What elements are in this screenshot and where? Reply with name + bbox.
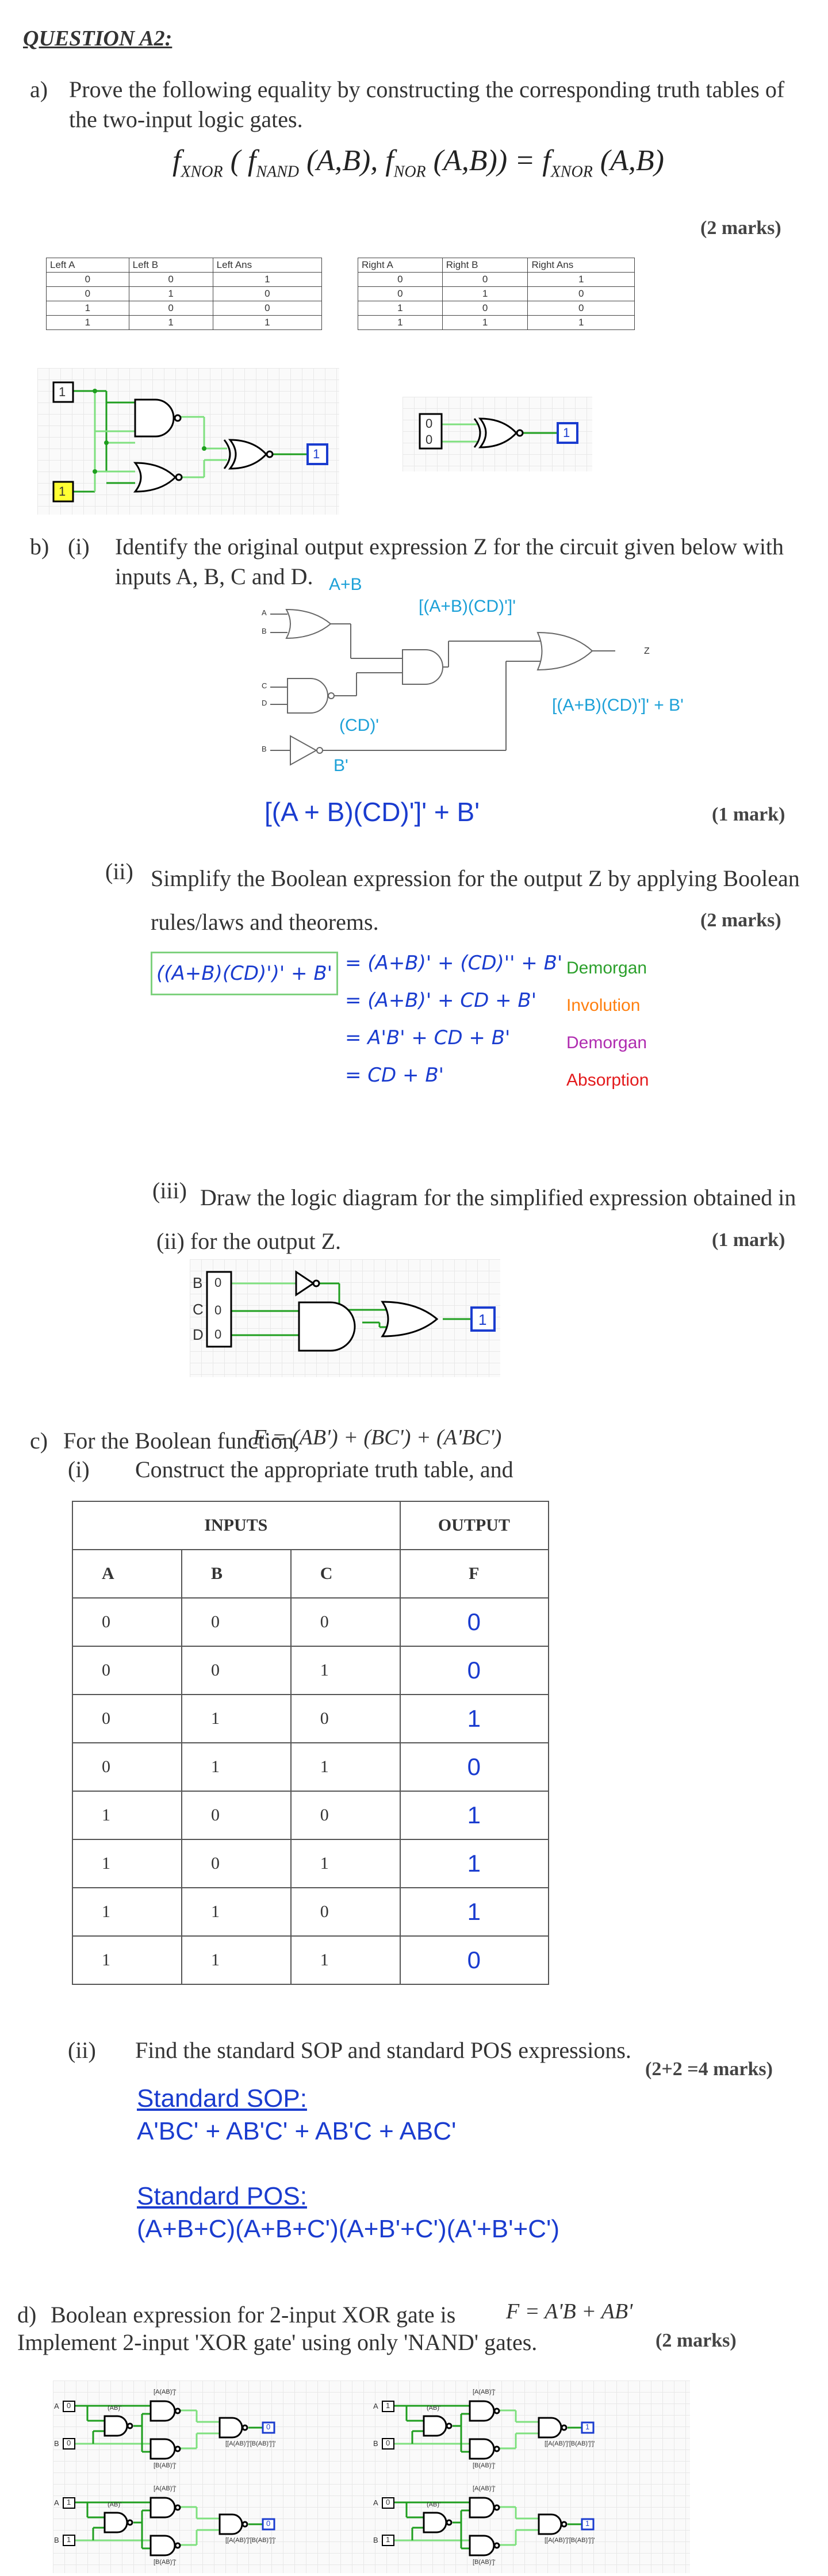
table-row [72, 1888, 549, 1936]
part-b-iii-marks: (1 mark) [712, 1229, 785, 1251]
xor-nand-circuit [53, 2380, 369, 2475]
table-column-header-row [72, 1550, 549, 1598]
column-header: C [291, 1550, 400, 1598]
left-out-value: 1 [313, 447, 320, 461]
xor-nand-circuit [53, 2477, 369, 2572]
pos-expression: (A+B+C)(A+B+C')(A+B'+C')(A'+B'+C') [137, 2215, 560, 2243]
left-row [47, 301, 322, 316]
table-cell: 1 [182, 1695, 291, 1743]
table-cell: 1 [72, 1791, 182, 1839]
left-cell: 1 [213, 316, 321, 330]
annotation-nand: (CD)' [339, 716, 379, 735]
table-cell: 1 [72, 1888, 182, 1936]
part-b-ii-number: (ii) [105, 858, 133, 884]
part-c-ii-marks: (2+2 =4 marks) [645, 2058, 773, 2080]
table-cell: 1 [291, 1839, 400, 1888]
xor-pin-a-label: A [373, 2402, 378, 2410]
table-group-header-row [72, 1501, 549, 1550]
annotation-or-out: [(A+B)(CD)']' + B' [552, 696, 684, 715]
table-row [72, 1695, 549, 1743]
left-cell: 1 [129, 287, 213, 301]
table-cell: 1 [400, 1695, 549, 1743]
table-cell: 0 [72, 1743, 182, 1791]
nor-gate [135, 463, 175, 492]
table-cell: 0 [182, 1839, 291, 1888]
right-cell: 0 [442, 301, 528, 316]
left-cell: 0 [47, 273, 129, 287]
xor-label-top: [A(AB)']' [154, 2389, 177, 2395]
xor-pin-b-label: B [54, 2536, 59, 2544]
left-header-row [47, 258, 322, 273]
table-row [72, 1791, 549, 1839]
xor-input-b-value: 1 [386, 2535, 390, 2544]
xnor-gate [480, 419, 516, 447]
xor-nand-diagram [53, 2477, 369, 2572]
and-gate [299, 1302, 355, 1351]
xor-pin-b-label: B [373, 2536, 378, 2544]
left-cell: 1 [47, 301, 129, 316]
xor-output-value: 0 [266, 2422, 271, 2431]
left-header-cell: Left Ans [213, 258, 321, 273]
table-row [72, 1839, 549, 1888]
left-cell: 0 [129, 301, 213, 316]
right-cell: 0 [528, 301, 635, 316]
inputs-header: INPUTS [72, 1501, 400, 1550]
left-row [47, 273, 322, 287]
left-header-cell: Left A [47, 258, 129, 273]
or-gate-out [538, 632, 592, 670]
column-header: B [182, 1550, 291, 1598]
not-gate [296, 1272, 313, 1295]
table-cell: 1 [291, 1743, 400, 1791]
left-row [47, 287, 322, 301]
table-cell: 0 [291, 1791, 400, 1839]
simplify-step-expr: = CD + B' [345, 1064, 444, 1087]
pin-c: C [262, 681, 267, 690]
left-header-cell: Left B [129, 258, 213, 273]
simplify-step-rule: Absorption [566, 1071, 649, 1090]
nand-gate [135, 400, 174, 436]
table-cell: 1 [182, 1743, 291, 1791]
part-b-iii-prompt-text: Draw the logic diagram for the simplified expression obtained in (ii) for the output Z. [156, 1184, 796, 1254]
or-gate-a-b [286, 610, 331, 638]
xor-output-value: 1 [585, 2519, 590, 2528]
right-cell: 1 [442, 287, 528, 301]
xor-label-bottom: [B(AB)']' [473, 2559, 496, 2566]
xor-label-top: [A(AB)']' [473, 2389, 496, 2395]
part-a-prompt: Prove the following equality by constructing the corresponding truth tables of the two-input logic gates. [69, 76, 785, 132]
input-label-c: C [193, 1301, 204, 1318]
xor-output-value: 0 [266, 2519, 271, 2528]
left-cell: 0 [213, 301, 321, 316]
part-b-i-number: (i) [68, 534, 90, 559]
xor-label-ab: (AB)' [427, 2501, 441, 2508]
xor-label-bottom: [B(AB)']' [154, 2462, 177, 2469]
right-cell: 0 [528, 287, 635, 301]
right-row [358, 287, 635, 301]
left-in-bottom-value: 1 [59, 484, 66, 499]
nand-nor-xnor-circuit [37, 368, 339, 515]
part-d-number: d) [17, 2302, 37, 2328]
right-cell: 0 [358, 287, 443, 301]
input-value-b: 0 [214, 1275, 222, 1290]
right-in-bottom-value: 0 [425, 432, 433, 447]
column-header: A [72, 1550, 182, 1598]
or-gate [382, 1302, 437, 1336]
xor-input-b-value: 0 [67, 2439, 71, 2447]
xor-nand-diagram [53, 2380, 369, 2475]
part-d-function: F = A'B + AB' [506, 2299, 633, 2324]
part-c-i-prompt: Construct the appropriate truth table, and [135, 1456, 513, 1482]
input-value-c: 0 [214, 1303, 222, 1317]
input-label-b: B [193, 1274, 203, 1291]
simplify-step-rule: Demorgan [566, 959, 647, 977]
pin-b-not: B [262, 745, 267, 753]
not-gate [290, 736, 316, 765]
table-cell: 0 [72, 1646, 182, 1695]
table-cell: 1 [72, 1936, 182, 1984]
part-a-marks: (2 marks) [700, 217, 781, 239]
part-a-equation: $f_{XNOR}$ ( $f_{NAND}$ (A,B), $f_{NOR}$ $(A,B)) = f_{XNOR}$ (A,B) [172, 144, 664, 181]
sop-expression: A'BC' + AB'C' + AB'C + ABC' [137, 2117, 457, 2145]
xor-output-value: 1 [585, 2422, 590, 2431]
table-cell: 1 [400, 1888, 549, 1936]
part-c-ii-prompt: Find the standard SOP and standard POS expressions. [135, 2037, 631, 2063]
part-c-i-number: (i) [68, 1456, 90, 1482]
table-cell: 1 [291, 1646, 400, 1695]
pin-z: Z [644, 646, 650, 656]
right-header-row [358, 258, 635, 273]
table-cell: 0 [182, 1646, 291, 1695]
xor-label-bottom: [B(AB)']' [154, 2559, 177, 2566]
xor-nand-circuit [372, 2380, 688, 2475]
xnor-gate [230, 440, 266, 469]
right-cell: 1 [358, 301, 443, 316]
xor-label-bottom: [B(AB)']' [473, 2462, 496, 2469]
xor-input-b-value: 0 [386, 2439, 390, 2447]
xor-input-a-value: 0 [67, 2401, 71, 2410]
right-cell: 1 [528, 273, 635, 287]
table-cell: 0 [72, 1695, 182, 1743]
xor-label-top: [A(AB)']' [473, 2485, 496, 2492]
left-cell: 0 [47, 287, 129, 301]
right-cell: 1 [358, 316, 443, 330]
nand-xor-circuits [53, 2380, 690, 2573]
table-cell: 0 [291, 1598, 400, 1646]
xor-nand-diagram [372, 2477, 688, 2572]
part-d-prompt1: Boolean expression for 2-input XOR gate is [51, 2302, 456, 2328]
part-d-prompt2: Implement 2-input 'XOR gate' using only 'NAND' gates. [17, 2329, 538, 2355]
part-b-i-marks: (1 mark) [712, 804, 785, 825]
table-row [72, 1936, 549, 1984]
right-row [358, 273, 635, 287]
sop-label: Standard SOP: [137, 2084, 307, 2113]
part-b-number: b) [30, 534, 49, 559]
simplify-step-expr: = (A+B)' + CD + B' [345, 989, 537, 1012]
annotation-not: B' [334, 756, 348, 775]
xor-label-out: [[A(AB)']'[B(AB)']']' [225, 2440, 276, 2447]
part-c-number: c) [30, 1428, 48, 1454]
right-row [358, 316, 635, 330]
table-cell: 0 [400, 1936, 549, 1984]
simplify-step-rule: Involution [566, 996, 641, 1015]
part-b-i-prompt: Identify the original output expression Z for the circuit given below with inputs A, B, C and D. [115, 534, 784, 589]
part-d-marks: (2 marks) [656, 2330, 737, 2351]
table-cell: 1 [400, 1791, 549, 1839]
right-header-cell: Right B [442, 258, 528, 273]
table-cell: 1 [182, 1936, 291, 1984]
right-out-value: 1 [563, 425, 570, 440]
left-in-top-value: 1 [59, 385, 66, 399]
output-value: 1 [478, 1311, 487, 1328]
xor-label-top: [A(AB)']' [154, 2485, 177, 2492]
xor-pin-b-label: B [373, 2439, 378, 2448]
xor-pin-a-label: A [54, 2402, 59, 2410]
part-a-right-circuit [402, 397, 592, 471]
xor-pin-b-label: B [54, 2439, 59, 2448]
table-cell: 0 [400, 1598, 549, 1646]
pin-a: A [262, 608, 267, 617]
table-cell: 1 [182, 1888, 291, 1936]
right-cell: 1 [528, 316, 635, 330]
table-cell: 0 [182, 1791, 291, 1839]
simplify-step-rule: Demorgan [566, 1033, 647, 1052]
right-cell: 0 [442, 273, 528, 287]
output-header: OUTPUT [400, 1501, 549, 1550]
table-cell: 0 [400, 1743, 549, 1791]
left-cell: 1 [47, 316, 129, 330]
annotation-or1: A+B [329, 575, 362, 594]
xor-label-out: [[A(AB)']'[B(AB)']']' [225, 2537, 276, 2544]
xor-nand-circuit [372, 2477, 688, 2572]
input-value-d: 0 [214, 1327, 222, 1341]
xor-input-a-value: 1 [386, 2401, 390, 2410]
xor-label-ab: (AB)' [108, 2405, 122, 2412]
table-cell: 1 [72, 1839, 182, 1888]
original-expression-answer: [(A + B)(CD)']' + B' [264, 797, 480, 827]
column-header: F [400, 1550, 549, 1598]
pin-d: D [262, 699, 267, 707]
pos-label: Standard POS: [137, 2182, 307, 2210]
pin-b: B [262, 627, 267, 635]
table-row [72, 1743, 549, 1791]
xor-pin-a-label: A [373, 2498, 378, 2507]
input-label-d: D [193, 1326, 204, 1343]
table-cell: 0 [182, 1598, 291, 1646]
left-row [47, 316, 322, 330]
left-cell: 0 [129, 273, 213, 287]
table-row [72, 1646, 549, 1695]
right-cell: 1 [442, 316, 528, 330]
annotation-and2: [(A+B)(CD)']' [419, 597, 516, 616]
question-title: QUESTION A2: [23, 26, 172, 51]
part-a-left-circuit [37, 368, 339, 515]
table-cell: 0 [72, 1598, 182, 1646]
xor-nand-diagram [372, 2380, 688, 2475]
truth-table-f [72, 1501, 549, 1985]
right-header-cell: Right Ans [528, 258, 635, 273]
part-c-ii-number: (ii) [68, 2037, 96, 2063]
part-c-prompt: For the Boolean function, [63, 1428, 300, 1454]
left-truth-table [46, 258, 322, 330]
right-in-top-value: 0 [425, 416, 433, 431]
and-gate [402, 650, 443, 684]
simplify-step-expr: = A'B' + CD + B' [345, 1026, 511, 1049]
xor-input-a-value: 0 [386, 2498, 390, 2506]
part-c-function: F = (AB') + (BC') + (A'BC') [253, 1425, 502, 1450]
table-cell: 0 [291, 1888, 400, 1936]
simplified-logic-diagram [190, 1259, 500, 1377]
right-row [358, 301, 635, 316]
table-cell: 1 [291, 1936, 400, 1984]
right-cell: 0 [358, 273, 443, 287]
xor-pin-a-label: A [54, 2498, 59, 2507]
table-cell: 1 [400, 1839, 549, 1888]
left-cell: 1 [129, 316, 213, 330]
part-b-ii-prompt: Simplify the Boolean expression for the output Z by applying Boolean rules/laws and theorems. [151, 865, 800, 935]
nand-gate-c-d [288, 678, 328, 713]
right-header-cell: Right A [358, 258, 443, 273]
left-cell: 0 [213, 287, 321, 301]
xor-label-ab: (AB)' [427, 2405, 441, 2412]
xor-label-out: [[A(AB)']'[B(AB)']']' [545, 2537, 595, 2544]
xor-label-ab: (AB)' [108, 2501, 122, 2508]
xor-input-b-value: 1 [67, 2535, 71, 2544]
part-b-ii-marks: (2 marks) [700, 910, 781, 931]
part-b-iii-number: (iii) [152, 1178, 187, 1203]
xor-input-a-value: 1 [67, 2498, 71, 2506]
simplify-step-expr: = (A+B)' + (CD)'' + B' [345, 952, 563, 975]
simplify-start: ((A+B)(CD)')' + B' [151, 952, 338, 995]
table-row [72, 1598, 549, 1646]
part-a-number: a) [30, 76, 48, 102]
table-cell: 0 [291, 1695, 400, 1743]
original-circuit [241, 575, 759, 782]
right-truth-table [358, 258, 635, 330]
left-cell: 1 [213, 273, 321, 287]
simplified-circuit [190, 1259, 500, 1377]
xor-label-out: [[A(AB)']'[B(AB)']']' [545, 2440, 595, 2447]
table-cell: 0 [400, 1646, 549, 1695]
